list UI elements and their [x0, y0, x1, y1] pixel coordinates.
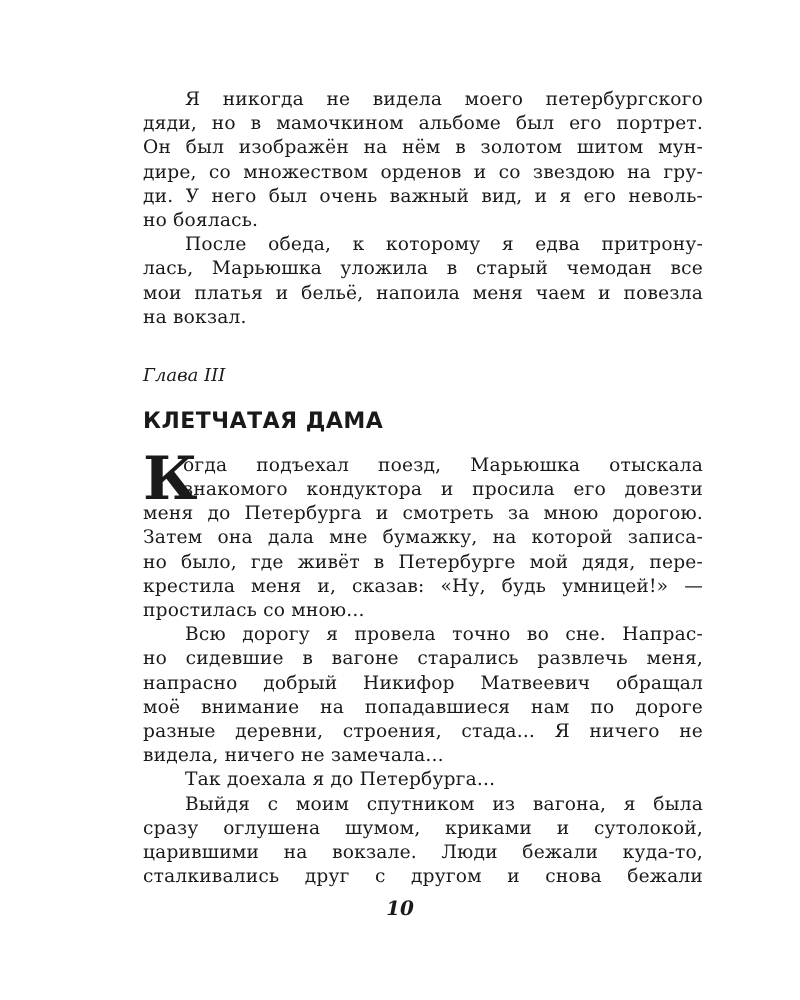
text-line: Затем она дала мне бумажку, на которой записа- — [143, 527, 703, 549]
text-line: знакомого кондуктора и просила его довезти — [183, 479, 703, 501]
chapter-label: Глава III — [143, 364, 226, 386]
text-line: но было, где живёт в Петербурге мой дядя, пере- — [143, 551, 703, 573]
text-line: видела, ничего не замечала... — [143, 745, 444, 767]
text-line: но боялась. — [143, 209, 259, 231]
text-line: разные деревни, строения, стада... Я ничего не — [143, 720, 703, 742]
paragraph-3 — [143, 443, 703, 623]
text-line: лась, Марьюшка уложила в старый чемодан все — [143, 258, 703, 280]
text-line: мои платья и бельё, напоила меня чаем и повезла — [143, 282, 703, 304]
text-line: крестила меня и, сказав: «Ну, будь умницей!» — — [143, 575, 703, 597]
text-line: но сидевшие в вагоне старались развлечь меня, — [143, 648, 703, 670]
page-number: 10 — [386, 896, 414, 920]
text-line: Выйдя с моим спутником из вагона, я была — [185, 793, 703, 815]
text-line: моё внимание на попадавшиеся нам по дороге — [143, 696, 703, 718]
text-line: на вокзал. — [143, 306, 247, 328]
text-line: огда подъехал поезд, Марьюшка отыскала — [183, 454, 703, 476]
text-line: простилась со мною... — [143, 600, 365, 621]
paragraph-4 — [143, 623, 703, 768]
paragraph-1 — [143, 88, 703, 233]
text-line: дяди, но в мамочкином альбоме был его портрет. — [143, 113, 703, 135]
drop-cap: К — [143, 443, 198, 514]
book-page — [143, 88, 703, 889]
text-line: дире, со множеством орденов и со звездою на гру- — [143, 161, 703, 183]
text-line: ди. У него был очень важный вид, и я его неволь- — [143, 185, 703, 207]
text-line: сталкивались друг с другом и снова бежали — [143, 866, 703, 888]
text-line: После обеда, к которому я едва притрону- — [185, 234, 703, 256]
text-line: напрасно добрый Никифор Матвеевич обращал — [143, 672, 703, 694]
chapter-title: КЛЕТЧАТАЯ ДАМА — [143, 408, 384, 434]
text-line: Он был изображён на нём в золотом шитом мун- — [143, 137, 703, 159]
paragraph-6 — [143, 793, 703, 890]
text-line: Так доехала я до Петербурга... — [185, 769, 496, 791]
text-line: царившими на вокзале. Люди бежали куда-то, — [143, 841, 703, 863]
paragraph-2 — [143, 233, 703, 330]
text-line: Я никогда не видела моего петербургского — [185, 89, 703, 110]
text-line: сразу оглушена шумом, криками и сутолокой, — [143, 817, 703, 839]
text-line: меня до Петербурга и смотреть за мною дорогою. — [143, 503, 703, 525]
paragraph-5 — [143, 768, 703, 792]
text-line: Всю дорогу я провела точно во сне. Напрас- — [185, 624, 703, 646]
